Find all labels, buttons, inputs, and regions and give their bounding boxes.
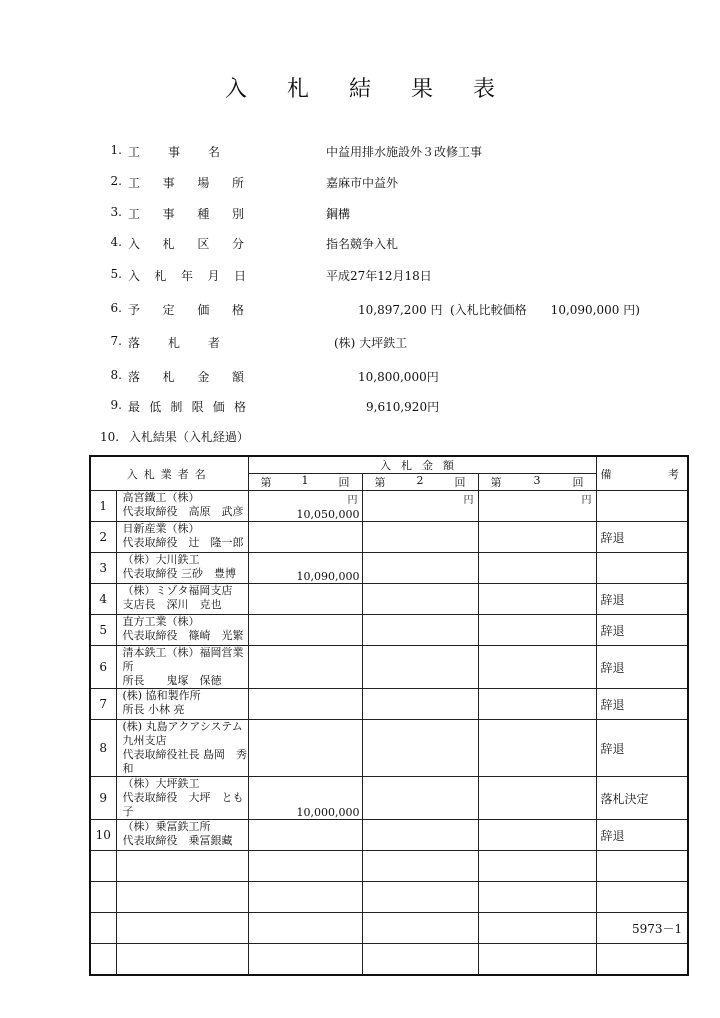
round-3-amount bbox=[478, 584, 596, 615]
round-2-amount bbox=[362, 646, 478, 689]
bidder-cell bbox=[116, 689, 248, 720]
header-round-1: 第 1 回 bbox=[248, 474, 362, 491]
row-number: 9 bbox=[90, 777, 116, 820]
company-name: （株）大川鉄工 bbox=[122, 553, 200, 566]
yen-unit: 円 bbox=[463, 495, 474, 506]
empty-cell bbox=[90, 944, 116, 976]
representative: 代表取締役 辻 隆一郎 bbox=[122, 536, 244, 549]
empty-cell bbox=[478, 913, 596, 944]
info-row bbox=[100, 205, 700, 225]
representative: 代表取締役社長 島岡 秀和 bbox=[122, 748, 247, 775]
representative: 所長 小林 亮 bbox=[122, 703, 185, 716]
info-row bbox=[100, 368, 700, 388]
info-row bbox=[100, 398, 700, 418]
info-number: 5. bbox=[110, 267, 122, 281]
table-row bbox=[90, 522, 688, 553]
info-value: 鋼構 bbox=[326, 207, 351, 221]
round-1-amount bbox=[248, 522, 362, 553]
round-2-amount bbox=[362, 522, 478, 553]
empty-cell bbox=[362, 944, 478, 976]
round-1-amount: 円 10,050,000 bbox=[248, 491, 362, 522]
remark-cell: 辞退 bbox=[596, 615, 688, 646]
info-row bbox=[100, 267, 700, 287]
representative: 代表取締役 乗冨銀藏 bbox=[122, 834, 233, 847]
info-number: 7. bbox=[110, 334, 122, 348]
empty-cell bbox=[478, 944, 596, 976]
info-number: 8. bbox=[110, 368, 122, 382]
info-row bbox=[100, 235, 700, 255]
section-10-heading bbox=[100, 428, 249, 445]
info-row bbox=[100, 143, 700, 163]
row-number: 5 bbox=[90, 615, 116, 646]
bidder-cell bbox=[116, 720, 248, 777]
company-name: （株）大坪鉄工 bbox=[122, 777, 200, 790]
info-label: 予 定 価 格 bbox=[128, 303, 244, 317]
page-title: 入札結果表 bbox=[224, 77, 535, 102]
header-round-2: 第 2 回 bbox=[362, 474, 478, 491]
company-name: （株）ミゾタ福岡支店 bbox=[122, 584, 233, 597]
remark-cell: 辞退 bbox=[596, 584, 688, 615]
remark-cell: 辞退 bbox=[596, 720, 688, 777]
empty-cell bbox=[596, 882, 688, 913]
row-number: 8 bbox=[90, 720, 116, 777]
info-value: 10,897,200 円 bbox=[358, 303, 443, 317]
empty-cell bbox=[248, 913, 362, 944]
round-2-amount bbox=[362, 491, 478, 522]
round-3-amount bbox=[478, 777, 596, 820]
empty-cell bbox=[116, 882, 248, 913]
empty-table-row bbox=[90, 944, 688, 976]
empty-cell bbox=[116, 851, 248, 882]
round-1-amount bbox=[248, 646, 362, 689]
empty-cell bbox=[90, 882, 116, 913]
round-3-amount bbox=[478, 522, 596, 553]
round-2-amount bbox=[362, 615, 478, 646]
info-row bbox=[100, 301, 700, 321]
info-number: 9. bbox=[110, 398, 122, 412]
round-3-amount bbox=[478, 553, 596, 584]
representative: 代表取締役 大坪 とも子 bbox=[122, 791, 244, 818]
round-2-amount bbox=[362, 584, 478, 615]
row-number: 1 bbox=[90, 491, 116, 522]
empty-table-row bbox=[90, 913, 688, 944]
round-1-amount bbox=[248, 689, 362, 720]
empty-cell bbox=[116, 944, 248, 976]
empty-cell bbox=[362, 882, 478, 913]
empty-cell bbox=[596, 944, 688, 976]
empty-cell bbox=[90, 851, 116, 882]
round-3-amount bbox=[478, 689, 596, 720]
remark-cell: 辞退 bbox=[596, 522, 688, 553]
section-10-label: 入札結果（入札経過） bbox=[128, 430, 249, 444]
round-1-amount bbox=[248, 615, 362, 646]
info-label: 落 札 者 bbox=[128, 336, 220, 350]
header-remarks: 備 考 bbox=[596, 456, 688, 491]
bidder-cell bbox=[116, 491, 248, 522]
info-row bbox=[100, 334, 700, 354]
round-3-amount bbox=[478, 720, 596, 777]
table-row bbox=[90, 720, 688, 777]
empty-table-row bbox=[90, 882, 688, 913]
remark-cell: 辞退 bbox=[596, 646, 688, 689]
yen-unit: 円 bbox=[581, 495, 592, 506]
section-10-number: 10. bbox=[100, 430, 120, 444]
empty-cell bbox=[248, 851, 362, 882]
table-row bbox=[90, 646, 688, 689]
round-1-amount: 10,090,000 bbox=[248, 553, 362, 584]
info-number: 3. bbox=[110, 205, 122, 219]
company-name: (株) 協和製作所 bbox=[122, 689, 201, 702]
bidder-cell bbox=[116, 553, 248, 584]
round-1-amount: 10,000,000 bbox=[248, 777, 362, 820]
company-name: 日新産業（株） bbox=[122, 522, 200, 535]
info-value: 平成27年12月18日 bbox=[326, 269, 432, 283]
remark-cell bbox=[596, 553, 688, 584]
remark-cell: 辞退 bbox=[596, 689, 688, 720]
bidder-cell bbox=[116, 777, 248, 820]
row-number: 7 bbox=[90, 689, 116, 720]
empty-cell bbox=[478, 882, 596, 913]
remark-cell: 辞退 bbox=[596, 820, 688, 851]
info-number: 2. bbox=[110, 174, 122, 188]
round-3-amount bbox=[478, 491, 596, 522]
empty-cell bbox=[478, 851, 596, 882]
info-value: 指名競争入札 bbox=[326, 237, 399, 251]
info-value: 中益用排水施設外３改修工事 bbox=[326, 145, 483, 159]
row-number: 2 bbox=[90, 522, 116, 553]
company-name: (株) 丸島アクアシステム九州支店 bbox=[122, 720, 243, 747]
remark-cell bbox=[596, 491, 688, 522]
info-label: 工 事 名 bbox=[128, 145, 220, 159]
bidder-cell bbox=[116, 820, 248, 851]
empty-cell bbox=[362, 913, 478, 944]
header-round-3: 第 3 回 bbox=[478, 474, 596, 491]
round-2-amount bbox=[362, 553, 478, 584]
empty-cell bbox=[248, 882, 362, 913]
table-row bbox=[90, 777, 688, 820]
header-bid-amount: 入札金額 bbox=[248, 456, 596, 474]
empty-cell bbox=[362, 851, 478, 882]
empty-cell bbox=[116, 913, 248, 944]
representative: 代表取締役 高原 武彦 bbox=[122, 505, 244, 518]
info-label: 入 札 年 月 日 bbox=[128, 269, 246, 283]
round-2-amount bbox=[362, 820, 478, 851]
bidder-cell bbox=[116, 615, 248, 646]
round-1-amount bbox=[248, 820, 362, 851]
table-row bbox=[90, 491, 688, 522]
row-number: 4 bbox=[90, 584, 116, 615]
representative: 代表取締役 篠崎 光繁 bbox=[122, 629, 244, 642]
row-number: 6 bbox=[90, 646, 116, 689]
company-name: 清本鉄工（株）福岡営業所 bbox=[122, 646, 244, 673]
table-row bbox=[90, 553, 688, 584]
info-number: 4. bbox=[110, 235, 122, 249]
table-row bbox=[90, 689, 688, 720]
info-value: 嘉麻市中益外 bbox=[326, 176, 399, 190]
table-row bbox=[90, 584, 688, 615]
info-label: 最 低 制 限 価 格 bbox=[128, 400, 246, 414]
empty-table-row bbox=[90, 851, 688, 882]
empty-cell bbox=[90, 913, 116, 944]
header-bidder: 入札業者名 bbox=[90, 456, 248, 491]
info-number: 6. bbox=[110, 301, 122, 315]
representative: 代表取締役 三砂 豊博 bbox=[122, 567, 236, 580]
info-label: 工 事 種 別 bbox=[128, 207, 244, 221]
empty-cell bbox=[248, 944, 362, 976]
round-2-amount bbox=[362, 777, 478, 820]
yen-unit: 円 bbox=[347, 495, 358, 506]
round-2-amount bbox=[362, 689, 478, 720]
info-value: 9,610,920円 bbox=[366, 400, 440, 414]
round-3-amount bbox=[478, 615, 596, 646]
round-2-amount bbox=[362, 720, 478, 777]
round-3-amount bbox=[478, 646, 596, 689]
info-row bbox=[100, 174, 700, 194]
company-name: 直方工業（株） bbox=[122, 615, 200, 628]
info-label: 落 札 金 額 bbox=[128, 370, 244, 384]
round-1-amount bbox=[248, 720, 362, 777]
info-value: 10,800,000円 bbox=[358, 370, 439, 384]
page-number: 5973－1 bbox=[632, 922, 683, 936]
round-1-amount bbox=[248, 584, 362, 615]
row-number: 10 bbox=[90, 820, 116, 851]
bidder-cell bbox=[116, 522, 248, 553]
info-value: (株) 大坪鉄工 bbox=[334, 336, 408, 350]
representative: 所長 鬼塚 保徳 bbox=[122, 674, 222, 687]
table-row bbox=[90, 615, 688, 646]
info-label: 入 札 区 分 bbox=[128, 237, 244, 251]
bidder-cell bbox=[116, 646, 248, 689]
info-reference-price: (入札比較価格 10,090,000 円) bbox=[450, 303, 640, 317]
table-row bbox=[90, 820, 688, 851]
info-number: 1. bbox=[110, 143, 122, 157]
info-label: 工 事 場 所 bbox=[128, 176, 244, 190]
bid-result-table bbox=[89, 455, 689, 976]
representative: 支店長 深川 克也 bbox=[122, 598, 222, 611]
round-3-amount bbox=[478, 820, 596, 851]
remark-cell: 落札決定 bbox=[596, 777, 688, 820]
bidder-cell bbox=[116, 584, 248, 615]
company-name: 高宮鐵工（株） bbox=[122, 491, 200, 504]
empty-cell bbox=[596, 851, 688, 882]
row-number: 3 bbox=[90, 553, 116, 584]
company-name: （株）乗冨鉄工所 bbox=[122, 820, 211, 833]
